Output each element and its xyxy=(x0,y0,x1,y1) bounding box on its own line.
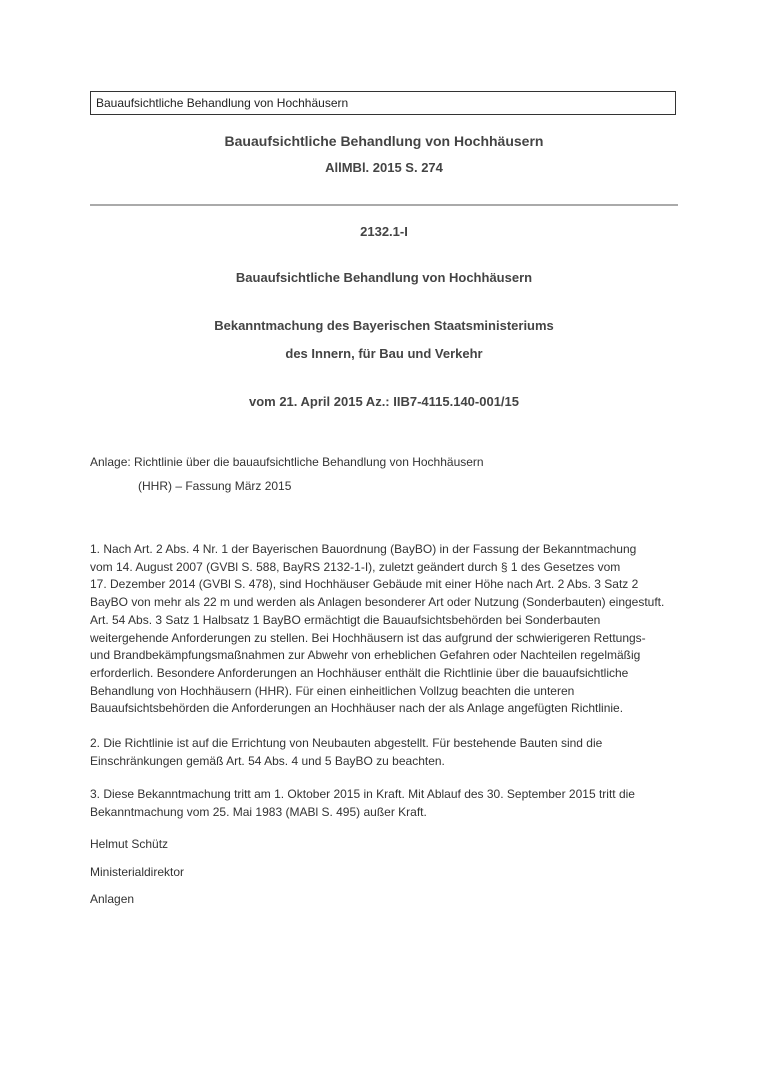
attachments-label: Anlagen xyxy=(90,892,135,906)
gl-number: 2132.1-I xyxy=(360,224,408,239)
paragraph-line: erforderlich. Besondere Anforderungen an Hochhäuser enthält die Richtlinie über die bauaufsichtliche xyxy=(90,665,629,680)
paragraph-line: vom 14. August 2007 (GVBl S. 588, BayRS 2132-1-I), zuletzt geändert durch § 1 des Gesetzes vom xyxy=(90,559,621,574)
paragraph-line: Einschränkungen gemäß Art. 54 Abs. 4 und 5 BayBO zu beachten. xyxy=(90,753,445,768)
running-header-box: Bauaufsichtliche Behandlung von Hochhäusern xyxy=(90,91,676,115)
annex-line-2: (HHR) – Fassung März 2015 xyxy=(138,479,292,493)
annex-line-1: Anlage: Richtlinie über die bauaufsichtliche Behandlung von Hochhäusern xyxy=(90,455,484,469)
paragraph-1 xyxy=(90,541,680,718)
paragraph-3 xyxy=(90,786,680,821)
paragraph-line: Art. 54 Abs. 3 Satz 1 Halbsatz 1 BayBO ermächtigt die Bauaufsichtsbehörden bei Sonderbauten xyxy=(90,612,601,627)
date-and-file-number: vom 21. April 2015 Az.: IIB7-4115.140-001/15 xyxy=(248,394,520,409)
announcement-line-2: des Innern, für Bau und Verkehr xyxy=(285,346,483,361)
paragraph-line: 17. Dezember 2014 (GVBl S. 478), sind Hochhäuser Gebäude mit einer Höhe nach Art. 2 Abs. 3 Satz 2 xyxy=(90,577,639,592)
paragraph-line: und Brandbekämpfungsmaßnahmen zur Abwehr von erheblichen Gefahren oder Nachteilen regelmäßig xyxy=(90,648,641,663)
document-title: Bauaufsichtliche Behandlung von Hochhäusern xyxy=(224,133,544,149)
signatory-name: Helmut Schütz xyxy=(90,837,169,851)
paragraph-line: 2. Die Richtlinie ist auf die Errichtung von Neubauten abgestellt. Für bestehende Bauten sind die xyxy=(90,736,603,750)
paragraph-line: Bauaufsichtsbehörden die Anforderungen an Hochhäuser nach der als Anlage angefügten Richtlinie. xyxy=(90,701,624,716)
paragraph-line: Behandlung von Hochhäusern (HHR). Für einen einheitlichen Vollzug beachten die unteren xyxy=(90,683,575,698)
paragraph-line: 1. Nach Art. 2 Abs. 4 Nr. 1 der Bayerischen Bauordnung (BayBO) in der Fassung der Bekanntmachung xyxy=(90,542,637,556)
paragraph-2 xyxy=(90,735,680,770)
announcement-line-1: Bekanntmachung des Bayerischen Staatsministeriums xyxy=(214,318,554,333)
publication-reference: AllMBl. 2015 S. 274 xyxy=(325,160,443,175)
section-title: Bauaufsichtliche Behandlung von Hochhäusern xyxy=(235,270,533,285)
paragraph-line: Bekanntmachung vom 25. Mai 1983 (MABl S. 495) außer Kraft. xyxy=(90,804,427,819)
separator-rule xyxy=(90,204,678,206)
signatory-role: Ministerialdirektor xyxy=(90,865,185,879)
paragraph-line: weitergehende Anforderungen zu stellen. Bei Hochhäusern ist das aufgrund der schwierigeren Rettungs- xyxy=(90,630,646,645)
paragraph-line: 3. Diese Bekanntmachung tritt am 1. Oktober 2015 in Kraft. Mit Ablauf des 30. September 2015 tritt die xyxy=(90,787,635,801)
paragraph-line: BayBO von mehr als 22 m und werden als Anlagen besonderer Art oder Nutzung (Sonderbauten) eingestuft. xyxy=(90,595,665,610)
